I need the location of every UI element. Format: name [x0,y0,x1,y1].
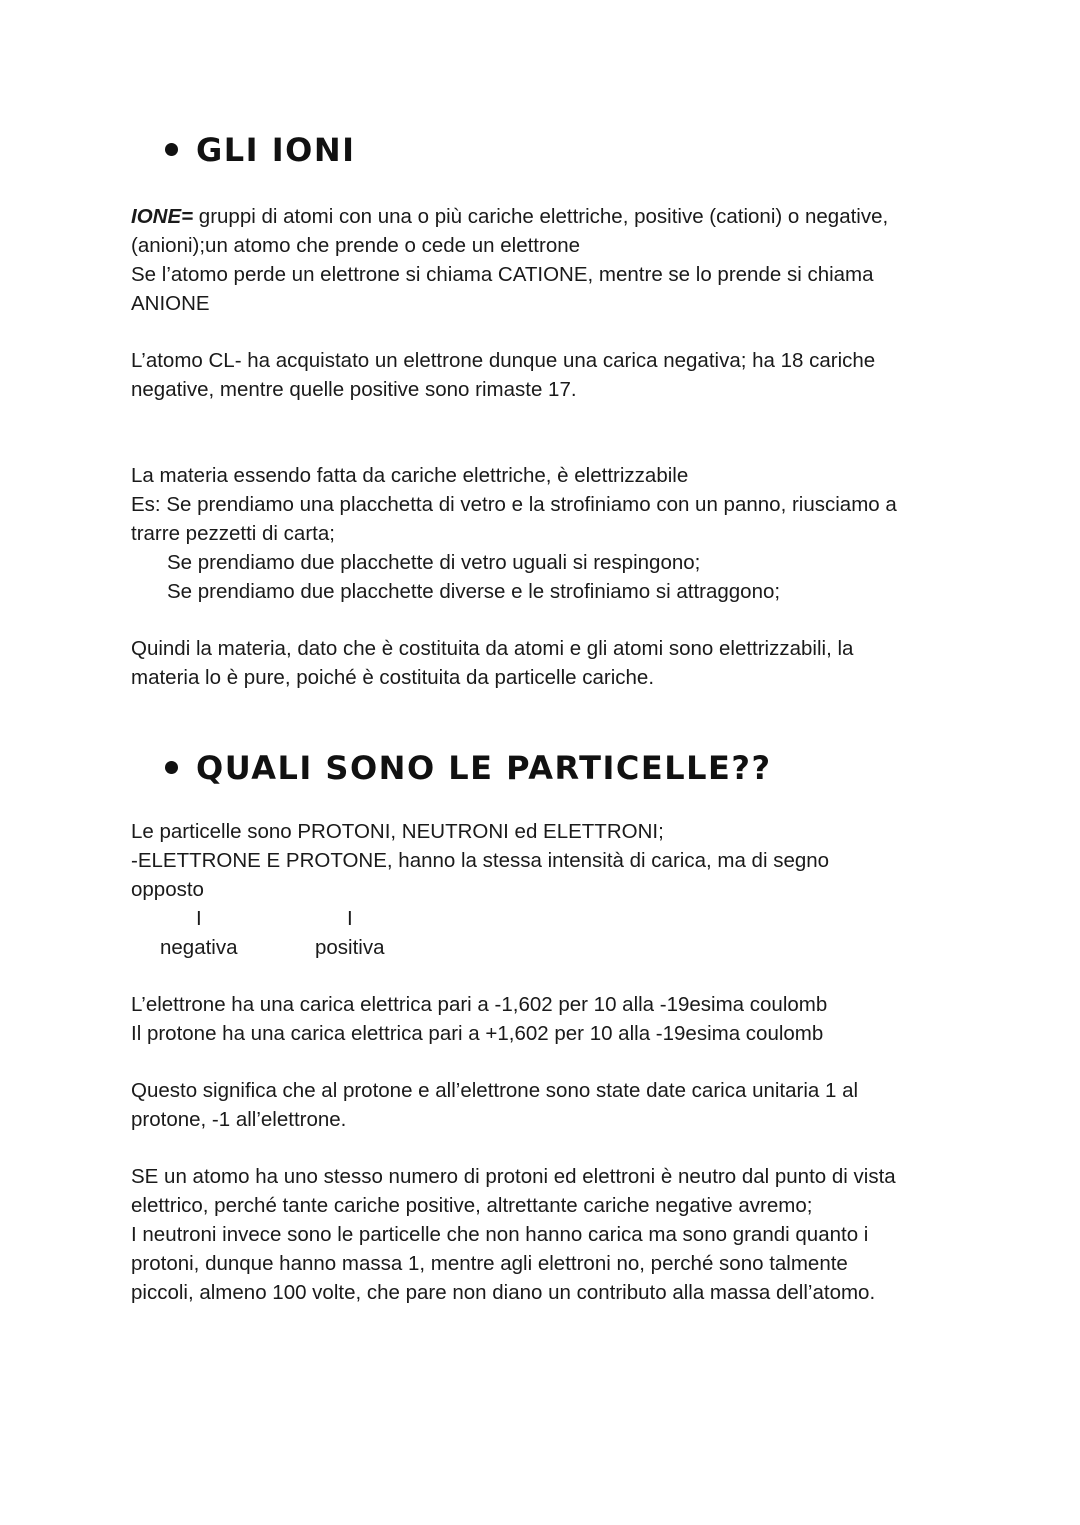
text-line: L’elettrone ha una carica elettrica pari a -1,602 per 10 alla -19esima coulomb [131,993,828,1016]
bullet-icon [165,761,178,774]
materia-paragraph [131,461,961,606]
text-line: Se prendiamo due placchette diverse e le strofiniamo si attraggono; [167,580,781,603]
text-line: Es: Se prendiamo una placchetta di vetro e la strofiniamo con un panno, riusciamo a [131,493,897,516]
text-line: L’atomo CL- ha acquistato un elettrone dunque una carica negativa; ha 18 cariche [131,349,876,372]
text-line: La materia essendo fatta da cariche elettriche, è elettrizzabile [131,464,689,487]
definition-term: IONE= [131,205,194,228]
text-line: materia lo è pure, poiché è costituita da particelle cariche. [131,666,655,689]
text-line: Questo significa che al protone e all’elettrone sono state date carica unitaria 1 al [131,1079,859,1102]
text-line: protoni, dunque hanno massa 1, mentre agli elettroni no, perché sono talmente [131,1252,848,1275]
text-line: I neutroni invece sono le particelle che non hanno carica ma sono grandi quanto i [131,1223,869,1246]
text-line: SE un atomo ha uno stesso numero di protoni ed elettroni è neutro dal punto di vista [131,1165,896,1188]
text-line: ANIONE [131,292,210,315]
text-line: opposto [131,878,204,901]
text-line: Il protone ha una carica elettrica pari a +1,602 per 10 alla -19esima coulomb [131,1022,824,1045]
section-heading-particelle [165,748,772,788]
neutral-atom-paragraph [131,1162,961,1307]
text-line: trarre pezzetti di carta; [131,522,335,545]
text-line: Se prendiamo due placchette di vetro uguali si respingono; [167,551,701,574]
heading-text: QUALI SONO LE PARTICELLE?? [196,749,772,787]
marker-positiva: I [347,907,353,930]
cl-paragraph [131,346,961,404]
bullet-icon [165,143,178,156]
text-line: elettrico, perché tante cariche positive, altrettante cariche negative avremo; [131,1194,813,1217]
ione-definition-paragraph [131,202,961,318]
particelle-paragraph [131,817,961,904]
text-line: Le particelle sono PROTONI, NEUTRONI ed ELETTRONI; [131,820,664,843]
text-line [131,202,961,231]
unit-charge-paragraph [131,1076,961,1134]
section-heading-ioni [165,130,356,170]
text-line: negative, mentre quelle positive sono rimaste 17. [131,378,577,401]
label-negativa: negativa [160,936,238,959]
text-line: Quindi la materia, dato che è costituita da atomi e gli atomi sono elettrizzabili, la [131,637,854,660]
text-line: protone, -1 all’elettrone. [131,1108,347,1131]
marker-negativa: I [196,907,202,930]
definition-text: gruppi di atomi con una o più cariche elettriche, positive (cationi) o negative, [193,205,889,228]
text-line: piccoli, almeno 100 volte, che pare non diano un contributo alla massa dell’atomo. [131,1281,876,1304]
text-line: -ELETTRONE E PROTONE, hanno la stessa intensità di carica, ma di segno [131,849,830,872]
text-line: (anioni);un atomo che prende o cede un elettrone [131,234,581,257]
heading-text: GLI IONI [196,131,356,169]
text-line: Se l’atomo perde un elettrone si chiama CATIONE, mentre se lo prende si chiama [131,263,874,286]
label-positiva: positiva [315,936,385,959]
charge-paragraph [131,990,961,1048]
quindi-paragraph [131,634,961,692]
